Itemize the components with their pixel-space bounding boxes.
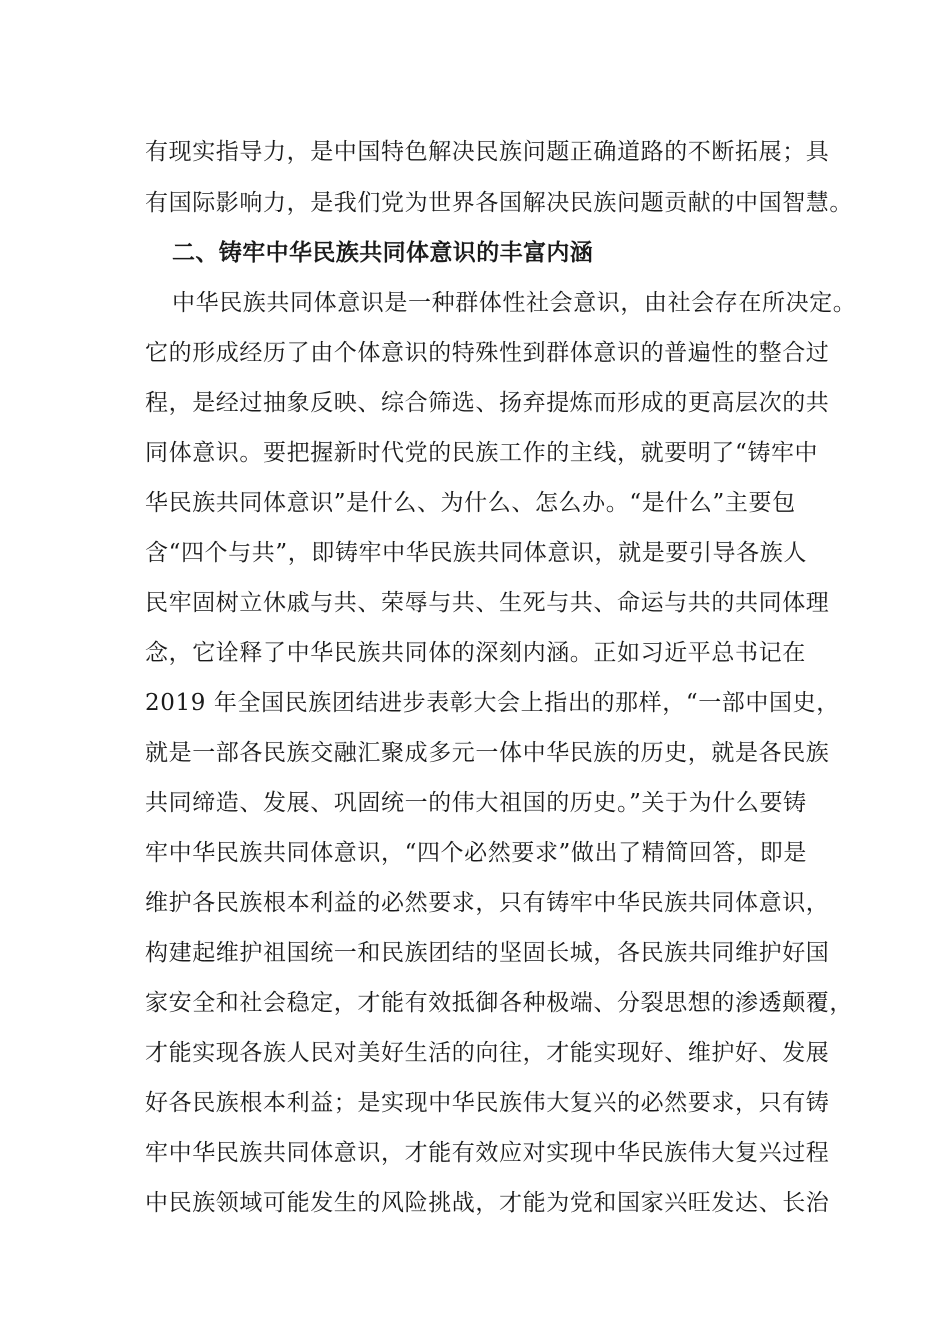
body-text-line: 中民族领域可能发生的风险挑战，才能为党和国家兴旺发达、长治: [145, 1190, 830, 1216]
body-text-line: 就是一部各民族交融汇聚成多元一体中华民族的历史，就是各民族: [145, 740, 830, 766]
body-text-line: 构建起维护祖国统一和民族团结的坚固长城，各民族共同维护好国: [145, 940, 830, 966]
body-text-line: 有现实指导力，是中国特色解决民族问题正确道路的不断拓展；具: [145, 139, 830, 165]
body-text-line: 2019 年全国民族团结进步表彰大会上指出的那样，“一部中国史，: [145, 690, 840, 716]
body-text-line: 民牢固树立休戚与共、荣辱与共、生死与共、命运与共的共同体理: [145, 590, 830, 616]
body-text-line: 共同缔造、发展、巩固统一的伟大祖国的历史。”关于为什么要铸: [145, 790, 807, 816]
body-text-line: 牢中华民族共同体意识，“四个必然要求”做出了精简回答，即是: [145, 840, 807, 866]
body-text-line: 程，是经过抽象反映、综合筛选、扬弃提炼而形成的更高层次的共: [145, 390, 830, 416]
body-text-line: 维护各民族根本利益的必然要求，只有铸牢中华民族共同体意识，: [145, 890, 830, 916]
section-heading: 二、铸牢中华民族共同体意识的丰富内涵: [172, 240, 594, 266]
body-text-line: 有国际影响力，是我们党为世界各国解决民族问题贡献的中国智慧。: [145, 190, 853, 216]
body-text-line: 它的形成经历了由个体意识的特殊性到群体意识的普遍性的整合过: [145, 340, 830, 366]
body-text-line: 好各民族根本利益；是实现中华民族伟大复兴的必然要求，只有铸: [145, 1090, 830, 1116]
body-text-line: 才能实现各族人民对美好生活的向往，才能实现好、维护好、发展: [145, 1040, 830, 1066]
body-text-line: 含“四个与共”，即铸牢中华民族共同体意识，就是要引导各族人: [145, 540, 807, 566]
body-text-line: 中华民族共同体意识是一种群体性社会意识，由社会存在所决定。: [172, 290, 857, 316]
body-text-line: 家安全和社会稳定，才能有效抵御各种极端、分裂思想的渗透颠覆，: [145, 990, 853, 1016]
body-text-line: 华民族共同体意识”是什么、为什么、怎么办。“是什么”主要包: [145, 490, 796, 516]
body-text-line: 牢中华民族共同体意识，才能有效应对实现中华民族伟大复兴过程: [145, 1140, 830, 1166]
body-text-line: 同体意识。要把握新时代党的民族工作的主线，就要明了“铸牢中: [145, 440, 819, 466]
body-text-line: 念，它诠释了中华民族共同体的深刻内涵。正如习近平总书记在: [145, 640, 806, 666]
